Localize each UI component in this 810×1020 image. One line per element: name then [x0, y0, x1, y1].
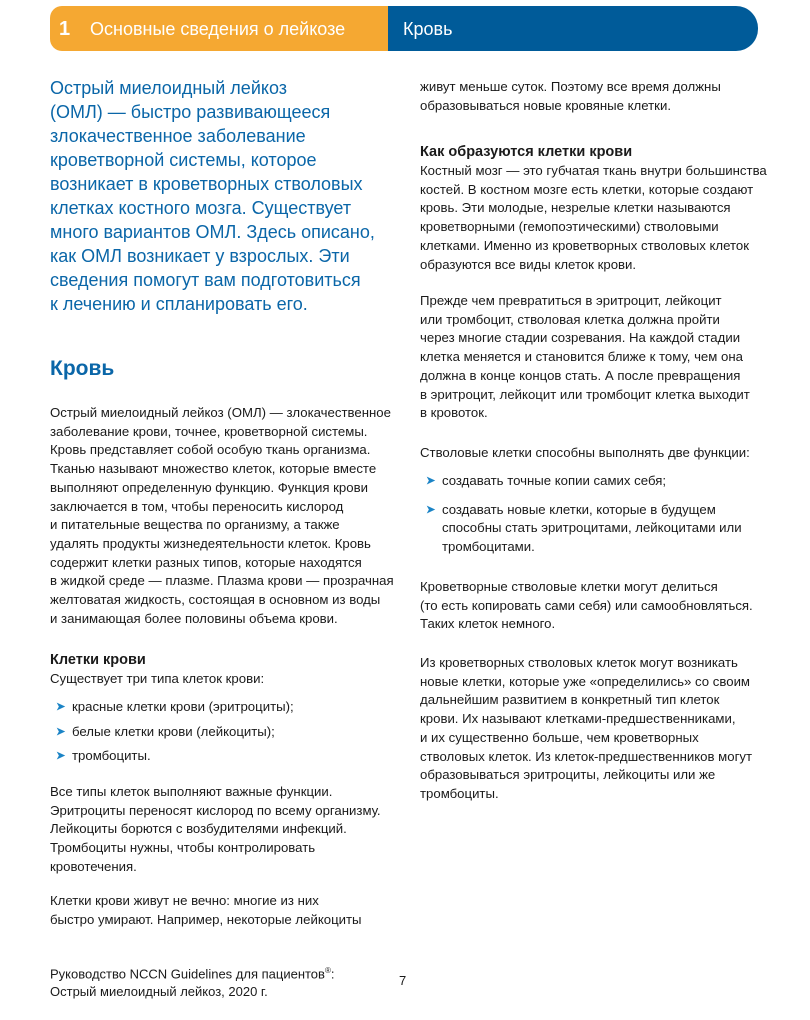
chevron-right-icon: ➤ — [56, 725, 66, 738]
stem-functions-intro: Стволовые клетки способны выполнять две функции: — [420, 445, 750, 460]
blood-cells-intro: Существует три типа клеток крови: — [50, 671, 265, 686]
list-item: ➤ создавать точные копии самих себя; — [420, 472, 765, 491]
page-footer — [50, 962, 334, 1001]
blood-paragraph: Острый миелоидный лейкоз (ОМЛ) — злокачественное заболевание крови, точнее, кроветворной системы. Кровь представляет собой особую ткань организма. Тканью называют множество клеток, которые вместе выполняют определенную функцию. Функция крови заключается в том, чтобы переносить кислород и питательные вещества по организму, а также удалять продукты жизнедеятельности клеток. Кровь содержит клетки разных типов, которые находятся в жидкой среде — плазме. Плазма крови — прозрачная желтоватая жидкость, состоящая в основном из воды и занимающая более половины объема крови. — [50, 405, 394, 626]
stem-functions-list — [420, 472, 765, 557]
cell-functions-paragraph: Все типы клеток выполняют важные функции. Эритроциты переносят кислород по всему организму. Лейкоциты борются с возбудителями инфекций. Тромбоциты нужны, чтобы контролировать кровотечения. — [50, 784, 381, 874]
blood-heading: Кровь — [50, 357, 115, 380]
chevron-right-icon: ➤ — [426, 503, 436, 516]
formation-paragraph: Костный мозг — это губчатая ткань внутри большинства костей. В костном мозге есть клетки, которые создают кровь. Эти молодые, незрелые клетки называются кроветворными (гемопоэтическими) стволовыми клетками. Именно из кроветворных стволовых клеток образуются все виды клеток крови. — [420, 163, 767, 272]
page-number: 7 — [399, 973, 407, 988]
blood-cells-heading: Клетки крови — [50, 652, 146, 668]
blood-cell-types-list — [50, 698, 385, 766]
cell-lifespan-paragraph: Клетки крови живут не вечно: многие из них быстро умирают. Например, некоторые лейкоциты — [50, 893, 362, 927]
intro-paragraph: Острый миелоидный лейкоз (ОМЛ) — быстро развивающееся злокачественное заболевание кроветворной системы, которое возникает в кроветворных стволовых клетках костного мозга. Существует много вариантов ОМЛ. Здесь описано, как ОМЛ возникает у взрослых. Эти сведения помогут вам подготовиться к лечению и спланировать его. — [50, 78, 375, 314]
footer-line-2: Острый миелоидный лейкоз, 2020 г. — [50, 984, 268, 1000]
chapter-tab — [50, 6, 388, 51]
chevron-right-icon: ➤ — [426, 475, 436, 487]
section-tab — [388, 6, 758, 51]
footer-line-1: Руководство NCCN Guidelines для пациентов®: — [50, 966, 335, 982]
chapter-number: 1 — [59, 18, 71, 40]
chevron-right-icon: ➤ — [56, 701, 66, 713]
continuation-paragraph: живут меньше суток. Поэтому все время должны образовываться новые кровяные клетки. — [420, 79, 721, 113]
progenitor-paragraph: Из кроветворных стволовых клеток могут возникать новые клетки, которые уже «определились» со своим дальнейшим развитием в конкретный тип клеток крови. Их называют клетками-предшественниками, и их существенно больше, чем кроветворных стволовых клеток. Из клеток-предшественников могут образовываться эритроциты, лейкоциты или же тромбоциты. — [420, 655, 753, 801]
list-item: ➤ тромбоциты. — [50, 747, 385, 766]
chevron-right-icon: ➤ — [56, 750, 66, 763]
formation-heading: Как образуются клетки крови — [420, 144, 633, 160]
list-item: ➤ красные клетки крови (эритроциты); — [50, 698, 385, 717]
maturation-paragraph: Прежде чем превратиться в эритроцит, лейкоцит или тромбоцит, стволовая клетка должна пройти через многие стадии созревания. На каждой стадии клетка меняется и становится ближе к тому, чем она должна в конце концов стать. А после превращения в эритроцит, лейкоцит или тромбоцит клетка выходит в кровоток. — [420, 293, 750, 421]
chapter-header — [50, 6, 758, 51]
division-paragraph: Кроветворные стволовые клетки могут делиться (то есть копировать сами себя) или самообновляться. Таких клеток немного. — [420, 579, 753, 632]
chapter-title: Основные сведения о лейкозе — [90, 19, 346, 39]
list-item: ➤ белые клетки крови (лейкоциты); — [50, 723, 385, 742]
list-item: ➤ создавать новые клетки, которые в будущем способны стать эритроцитами, лейкоцитами или тромбоцитами. — [426, 501, 742, 555]
section-title: Кровь — [403, 19, 453, 39]
